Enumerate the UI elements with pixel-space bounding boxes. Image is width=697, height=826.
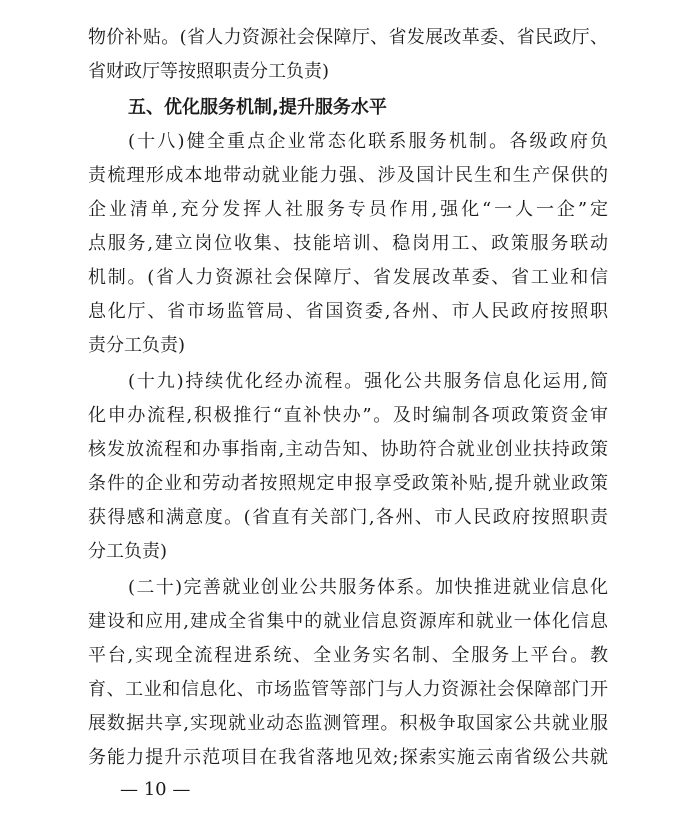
text-line: 核发放流程和办事指南,主动告知、协助符合就业创业扶持政策 bbox=[88, 439, 608, 460]
text-line: 责梳理形成本地带动就业能力强、涉及国计民生和生产保供的 bbox=[88, 165, 608, 186]
paragraph-first-line: (十八)健全重点企业常态化联系服务机制。各级政府负 bbox=[128, 131, 608, 152]
text-line: 平台,实现全流程进系统、全业务实名制、全服务上平台。教 bbox=[88, 645, 608, 666]
text-line: 企业清单,充分发挥人社服务专员作用,强化“一人一企”定 bbox=[88, 199, 608, 220]
text-line: 建设和应用,建成全省集中的就业信息资源库和就业一体化信息 bbox=[88, 611, 608, 632]
paragraph-first-line: (十九)持续优化经办流程。强化公共服务信息化运用,简 bbox=[128, 371, 608, 392]
text-line: 务能力提升示范项目在我省落地见效;探索实施云南省级公共就 bbox=[88, 747, 608, 768]
text-line: 获得感和满意度。(省直有关部门,各州、市人民政府按照职责 bbox=[88, 507, 608, 528]
text-line: 展数据共享,实现就业动态监测管理。积极争取国家公共就业服 bbox=[88, 713, 608, 734]
paragraph-first-line: (二十)完善就业创业公共服务体系。加快推进就业信息化 bbox=[128, 577, 608, 598]
text-line: 条件的企业和劳动者按照规定申报享受政策补贴,提升就业政策 bbox=[88, 473, 608, 494]
text-line: 省财政厅等按照职责分工负责) bbox=[88, 61, 330, 82]
text-line: 责分工负责) bbox=[88, 335, 186, 356]
text-line: 化申办流程,积极推行“直补快办”。及时编制各项政策资金审 bbox=[88, 405, 608, 426]
text-line: 点服务,建立岗位收集、技能培训、稳岗用工、政策服务联动 bbox=[88, 233, 608, 254]
text-line: 分工负责) bbox=[88, 541, 168, 562]
text-line: 息化厅、省市场监管局、省国资委,各州、市人民政府按照职 bbox=[88, 301, 608, 322]
text-line: 育、工业和信息化、市场监管等部门与人力资源社会保障部门开 bbox=[88, 679, 608, 700]
text-line: 物价补贴。(省人力资源社会保障厅、省发展改革委、省民政厅、 bbox=[88, 27, 608, 48]
section-heading: 五、优化服务机制,提升服务水平 bbox=[128, 97, 387, 118]
page-number: — 10 — bbox=[120, 779, 191, 800]
text-line: 机制。(省人力资源社会保障厅、省发展改革委、省工业和信 bbox=[88, 267, 608, 288]
